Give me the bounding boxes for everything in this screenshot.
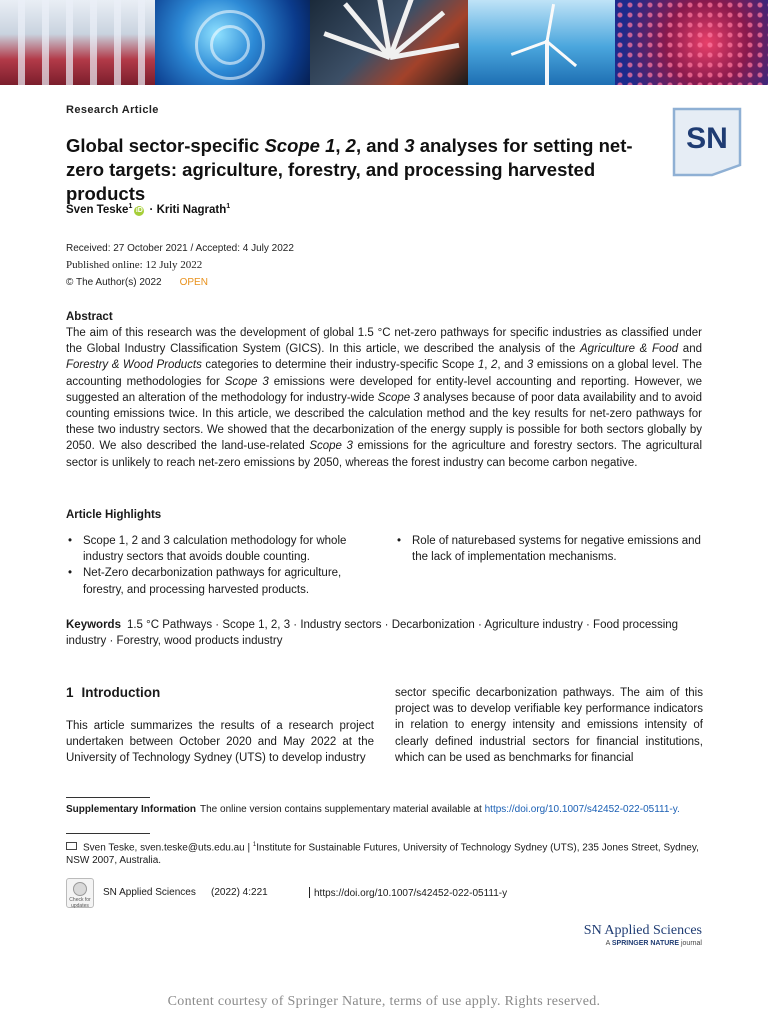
courtesy-notice: Content courtesy of Springer Nature, terms of use apply. Rights reserved. (167, 994, 601, 1009)
banner-image-wind-turbine (468, 0, 615, 85)
article-title: Global sector-specific Scope 1, 2, and 3 analyses for setting net-zero targets: agriculture, forestry, and processing harvested products (66, 135, 633, 204)
footer-journal: SN Applied Sciences (103, 887, 196, 898)
affiliation-marker: 1 (226, 203, 231, 210)
citation-footer (66, 878, 706, 910)
abstract-heading: Abstract (66, 311, 113, 323)
highlight-item: • Net-Zero decarbonization pathways for agriculture, forestry, and processing harvested products. (66, 565, 378, 597)
introduction-text-left: This article summarizes the results of a research project undertaken between October 2020 and May 2022 at the University of Technology Sydney (UTS) to develop industry (66, 720, 374, 765)
abstract-text: The aim of this research was the development of global 1.5 °C net-zero pathways for specific industries as classified under the Global Industry Classification System (GICS). In this article, we described the analysis of the Agriculture & Food and Forestry & Wood Products categories to determine their industry-specific Scope 1, 2, and 3 emissions on a global level. The accounting methodologies for Scope 3 emissions were developed for entity-level accounting and reporting. However, we suggested an alteration of the methodology for industry-wide Scope 3 analyses because of poor data availability and to avoid counting emissions twice. In this article, we described the calculation method and the key results for net-zero pathways for these two industry sectors. We showed that the decarbonization of the energy supply is possible for both sectors globally by 2050. We also described the land-use-related Scope 3 emissions for the agriculture and forestry sectors. The agricultural sector is unlikely to reach net-zero emissions by 2050, whereas the forest industry can become carbon negative. (66, 327, 703, 469)
header-banner (0, 0, 768, 85)
keywords-text: 1.5 °C Pathways · Scope 1, 2, 3 · Industry sectors · Decarbonization · Agriculture industry · Food processing industry · Forestry, wood products industry (66, 619, 679, 648)
highlights-column-left (66, 533, 378, 598)
brand-publisher-line: A SPRINGER NATURE journal (605, 940, 702, 947)
correspondence-note: Sven Teske, sven.teske@uts.edu.au | $^1$Institute for Sustainable Futures, University of Technology Sydney (UTS), 235 Jones Street, Sydney, NSW 2007, Australia. (66, 842, 699, 867)
sn-logo-text: SN (686, 122, 728, 155)
keywords (66, 617, 702, 649)
received-accepted-date: Received: 27 October 2021 / Accepted: 4 July 2022 (66, 243, 294, 254)
check-for-updates-badge[interactable]: Check for updates (66, 878, 94, 908)
keywords-label: Keywords (66, 619, 121, 631)
section-heading-introduction: 1 Introduction (66, 685, 161, 700)
published-date: Published online: 12 July 2022 (66, 259, 203, 271)
author-name[interactable]: Kriti Nagrath (156, 203, 227, 216)
supplementary-note: Supplementary Information The online version contains supplementary material available at https://doi.org/10.1007/s42452-022-05111-y. (66, 804, 680, 815)
highlights-column-right (395, 533, 705, 565)
highlight-item: • Scope 1, 2 and 3 calculation methodology for whole industry sectors that avoids double counting. (66, 533, 378, 565)
open-access-badge: OPEN (179, 277, 208, 288)
check-updates-icon (73, 882, 87, 896)
supplementary-link[interactable]: https://doi.org/10.1007/s42452-022-05111-y. (484, 804, 680, 815)
journal-brand (520, 923, 702, 947)
footnote-divider (66, 833, 150, 834)
banner-image-molecules (615, 0, 768, 85)
affiliation-marker: 1 (128, 203, 133, 210)
publication-dates (66, 240, 294, 291)
footer-doi-link[interactable]: https://doi.org/10.1007/s42452-022-05111-y (309, 887, 507, 899)
highlight-item: • Role of naturebased systems for negative emissions and the lack of implementation mechanisms. (395, 533, 705, 565)
banner-image-energy (155, 0, 310, 85)
author-name[interactable]: Sven Teske (66, 203, 129, 216)
footnote-divider (66, 797, 150, 798)
brand-name: SN Applied Sciences (583, 923, 702, 938)
envelope-icon (66, 842, 77, 850)
orcid-icon[interactable]: iD (135, 206, 143, 214)
author-list: Sven Teske$^1$iD · Kriti Nagrath$^1$ (66, 203, 231, 216)
article-type: Research Article (66, 104, 159, 116)
introduction-text-right: sector specific decarbonization pathways. The aim of this project was to develop verifiable key performance indicators in relation to energy intensity and emissions intensity of clearly defined industrial sectors for financial institutions, which can be used as benchmarks for financial (395, 687, 703, 764)
footer-volume: (2022) 4:221 (211, 887, 268, 898)
banner-image-machinery (310, 0, 468, 85)
banner-image-vials (0, 0, 155, 85)
sn-journal-logo (672, 107, 742, 177)
highlights-heading: Article Highlights (66, 509, 162, 521)
copyright-line: © The Author(s) 2022 OPEN (66, 277, 208, 288)
